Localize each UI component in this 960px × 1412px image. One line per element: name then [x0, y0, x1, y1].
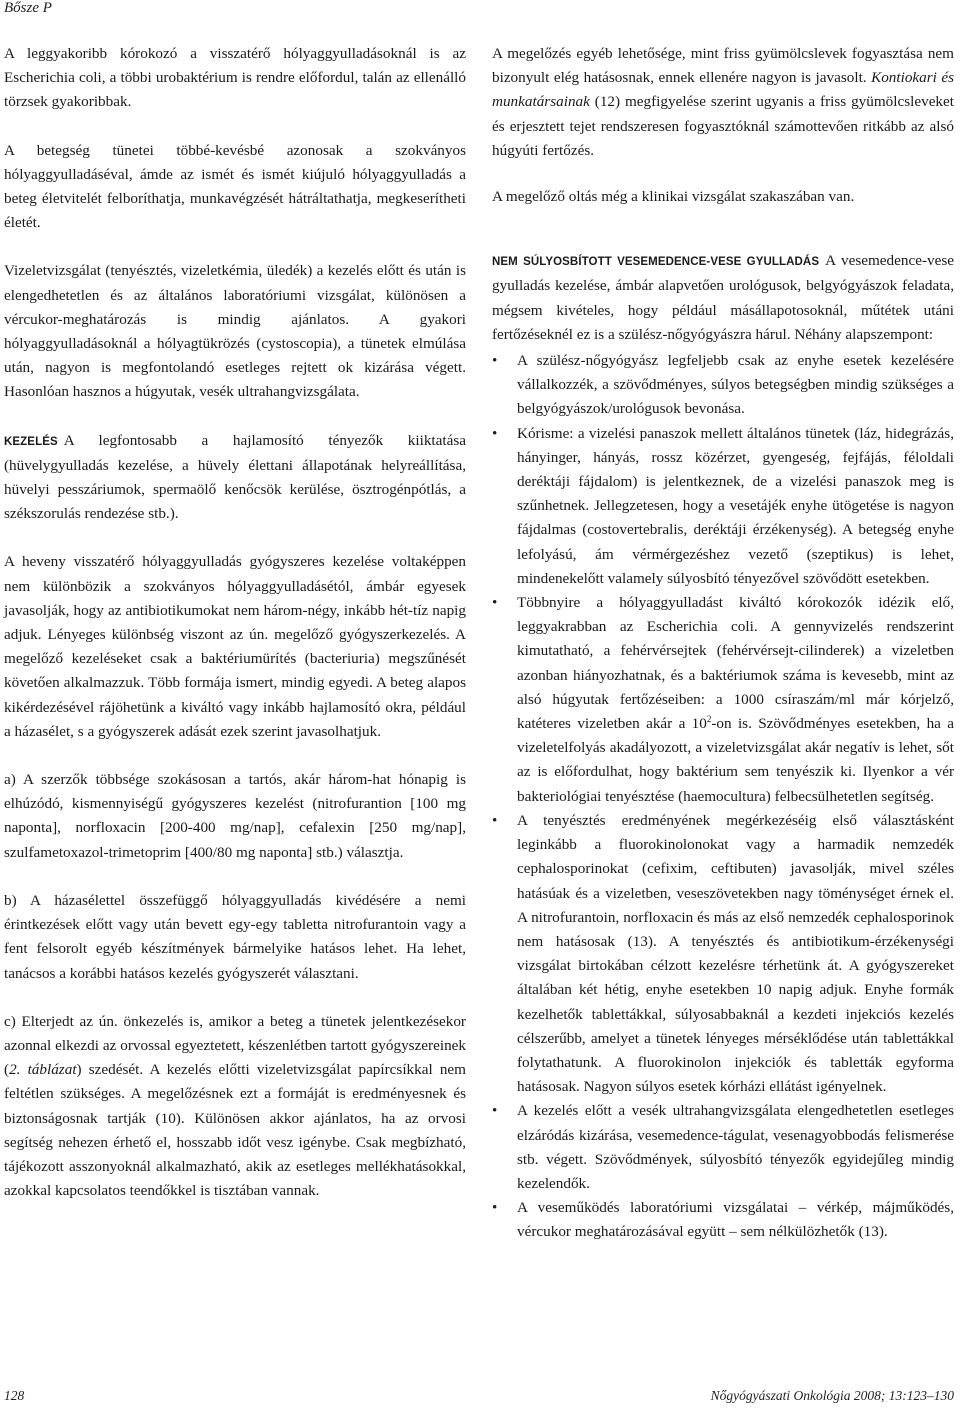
paragraph: A megelőző oltás még a klinikai vizsgálat szakaszában van.: [492, 188, 855, 206]
journal-citation: Nőgyógyászati Onkológia 2008; 13:123–130: [710, 1388, 954, 1403]
list-item-text: A szülész-nőgyógyász legfeljebb csak az enyhe esetek kezelésére vállalkozzék, a szövődményes, súlyos betegségben mindig szükséges a belgyógyászok/urológusok bevonása.: [517, 352, 954, 418]
paragraph-text: (12) megfigyelése szerint ugyanis a friss gyümölcsleveket és erjesztett tejet rendszeresen fogyasztóknál számottevően ritkább az alsó húgyúti fertőzés.: [492, 93, 954, 159]
table-reference: 2. táblázat: [9, 1061, 77, 1079]
bullet-list: [492, 349, 954, 1245]
paragraph-option-a: a) A szerzők többsége szokásosan a tartós, akár három-hat hónapig is elhúzódó, kismennyiségű gyógyszeres kezelést (nitrofurantion [100 mg naponta], norfloxacin [200-400 mg/nap], cefalexin [250 mg/nap], szulfametoxazol-trimetoprim [400/80 mg naponta] stb.) választja.: [4, 771, 466, 861]
paragraph-option-b: b) A házasélettel összefüggő hólyaggyulladás kivédésére a nemi érintkezések előtt vagy után bevett egy-egy tabletta nitrofurantoin vagy a fent felsorolt egyéb készítmények bármelyike hatásos lehet. Ha lehet, tanácsos a korábbi hatásos kezelés gyógyszerét választani.: [4, 891, 466, 982]
paragraph-treatment: [4, 429, 466, 527]
list-item-text: Kórisme: a vizelési panaszok mellett általános tünetek (láz, hidegrázás, hányinger, hányás, rossz közérzet, gyengeség, fejfájás, féloldali deréktáji fájdalom) is jelentkeznek, de a vizelési panaszok meg is szűnhetnek. Jellegzetesen, hogy a vesetájék enyhe ütögetése is nagyon fájdalmas (costovertebralis, deréktáji érzékenység). A betegség enyhe lefolyású, ám vérmérgezéshez vezető (szeptikus) is lehet, mindenekelőtt valamely súlyosbító tényezővel szövődött esetekben.: [517, 424, 954, 587]
bullet-marker: •: [492, 811, 498, 829]
bullet-marker: •: [492, 594, 498, 612]
paragraph-text: A legfontosabb a hajlamosító tényezők kiiktatása (hüvelygyulladás kezelése, a hüvely élettani állapotának helyreállítása, hüvelyi pesszáriumok, spermaölő kenőcsök kerülése, ösztrogénpótlás, a székszorulás rendezése stb.).: [4, 431, 466, 523]
paragraph-text: ) szedését. A kezelés előtti vizeletvizsgálat papírcsíkkal nem feltétlen szükséges. A megelőzésnek ezt a formáját is eredményesnek és biztonságosnak tartják (10). Különösen akkor ajánlatos, ha az orvosi segítség nehezen érhető el, hosszabb időt vesz igénybe. Csak megbízható, tájékozott asszonyoknál alkalmazható, akik az esetleges mellékhatásokkal, azokkal kapcsolatos teendőkkel is tisztában vannak.: [4, 1061, 466, 1200]
author-reference: Kontiokari és munkatársainak: [492, 69, 954, 111]
paragraph: A betegség tünetei többé-kevésbé azonosak a szokványos hólyaggyulladáséval, ámde az ismét és ismét kiújuló hólyaggyulladás a beteg életvitelét felboríthatja, munkavégzését hátráltathatja, megkeserítheti életét.: [4, 141, 466, 232]
paragraph-pyelonephritis: [492, 249, 954, 347]
list-item-text: Többnyire a hólyaggyulladást kiváltó kórokozók idézik elő, leggyakrabban az Escherichia coli. A gennyvizelés rendszerint kimutatható, a fehérvérsejtek (fehérvérsejt-cilinderek) a vizeletben azonban hiányozhatnak, és a baktériumok száma is kevesebb, mint az alsó húgyutak fertőzéseiben: a 1000 csíraszám/ml már kórjelző, katéteres vizeletben akár a 10: [517, 594, 954, 733]
list-item-text: A tenyésztés eredményének megérkezéséig első választásként leginkább a fluorokinolonokat vagy a harmadik nemzedék cephalosporinokat (cefixim, ceftibuten) javasolják, mivel széles hatásúak és a vizeletben, veseszövetekben nagy töménységet érnek el. A nitrofurantoin, norfloxacin és más az első nemzedék cephalosporinok nem hatásosak (13). A tenyésztés és antibiotikum-érzékenységi vizsgálat birtokában célzott kezelésre térhetünk át. A gyógyszereket általában két hétig, enyhe esetekben 10 napig adjuk. Enyhe formák kezelhetők tablettákkal, súlyosabbaknál a kezdeti injekciós kezelés célszerűbb, amelyet a tünetek lényeges mérséklődése után tablettákkal folytathatunk. A fluorokinolon injekciók és tabletták egyforma hatásosak. Nagyon súlyos esetek kórházi ellátást igényelnek.: [517, 811, 954, 1096]
paragraph: A leggyakoribb kórokozó a visszatérő hólyaggyulladásoknál is az Escherichia coli, a többi urobaktérium is rendre előfordul, talán az ellenálló törzsek gyakoribbak.: [4, 45, 466, 111]
list-item: [492, 422, 954, 591]
bullet-marker: •: [492, 1199, 498, 1217]
list-item: [492, 349, 954, 422]
bullet-marker: •: [492, 352, 498, 370]
paragraph: A heveny visszatérő hólyaggyulladás gyógyszeres kezelése voltaképpen nem különbözik a szokványos hólyaggyulladásétól, ámbár egyesek javasolják, hogy az antibiotikumokat nem három-négy, inkább hét-tíz napig adjuk. Lényeges különbség viszont az ún. megelőző gyógyszerkezelés. A megelőző kezeléseket csak a baktériumürítés (bacteriuria) megszűnését követően alkalmazzuk. Több formája ismert, mindig egyedi. A beteg alapos kikérdezésével rájöhetünk a kiváltó vagy inkább hajlamosító okra, például a házasélet, s a gyógyszerek adását ezek szerint javasolhatjuk.: [4, 553, 466, 740]
superscript-exponent: 2: [706, 714, 712, 725]
left-column: [4, 42, 466, 1227]
bullet-marker: •: [492, 424, 498, 442]
list-item: [492, 1099, 954, 1196]
section-keyword-pyelonephritis: NEM SÚLYOSBÍTOTT VESEMEDENCE-VESE GYULLADÁS: [492, 256, 820, 269]
list-item-text: A veseműködés laboratóriumi vizsgálatai – vérkép, májműködés, vércukor meghatározásával együtt – sem nélkülözhetők (13).: [517, 1199, 954, 1241]
section-keyword-treatment: KEZELÉS: [4, 435, 58, 448]
paragraph: [492, 42, 954, 163]
running-head-author: Bősze P: [4, 0, 52, 16]
paragraph-option-c: [4, 1010, 466, 1204]
list-item: [492, 809, 954, 1099]
page-number: 128: [4, 1388, 25, 1403]
list-item-text: -on is. Szövődményes esetekben, ha a vizeletelfolyás akadályozott, a vizeletvizsgálat akár negatív is lehet, sőt az is előfordulhat, hogy baktérium sem tenyészik ki. Ilyenkor a vér bakteriológiai tenyésztése (haemocultura) felbecsülhetetlen segítség.: [517, 715, 955, 805]
list-item-text: A kezelés előtt a vesék ultrahangvizsgálata elengedhetetlen esetleges elzáródás kizárása, vesemedence-tágulat, vesenagyobbodás felismerése stb. végett. Szövődmények, súlyosbító tényezők egyidejűleg mindig kezelendők.: [517, 1102, 954, 1192]
right-column: [492, 42, 954, 1245]
paragraph-text: A megelőzés egyéb lehetősége, mint friss gyümölcslevek fogyasztása nem bizonyult elég hatásosnak, ennek ellenére nagyon is javasolt.: [492, 45, 954, 87]
paragraph-text: c) Elterjedt az ún. önkezelés is, amikor a beteg a tünetek jelentkezésekor azonnal elkezdi az orvossal egyeztetett, készenlétben tartott gyógyszereinek (: [4, 1012, 466, 1079]
paragraph-text: A vesemedence-vese gyulladás kezelése, ámbár alapvetően urológusok, belgyógyászok feladata, mégsem kivételes, hogy például másállapotosoknál, műtétek utáni fertőzéseknél ez is a szülész-nőgyógyászra hárul. Néhány alapszempont:: [492, 252, 954, 343]
bullet-marker: •: [492, 1102, 498, 1120]
list-item: [492, 591, 954, 809]
paragraph: Vizeletvizsgálat (tenyésztés, vizeletkémia, üledék) a kezelés előtt és után is elengedhetetlen és az általános laboratóriumi vizsgálat, különösen a vércukor-meghatározás is mindig ajánlatos. A gyakori hólyaggyulladásoknál a hólyagtükrözés (cystoscopia), a tünetek elmúlása után, nagyon is megfontolandó esetleges rejtett ok kizárása végett. Hasonlóan hasznos a húgyutak, vesék ultrahangvizsgálata.: [4, 262, 466, 401]
list-item: [492, 1196, 954, 1244]
